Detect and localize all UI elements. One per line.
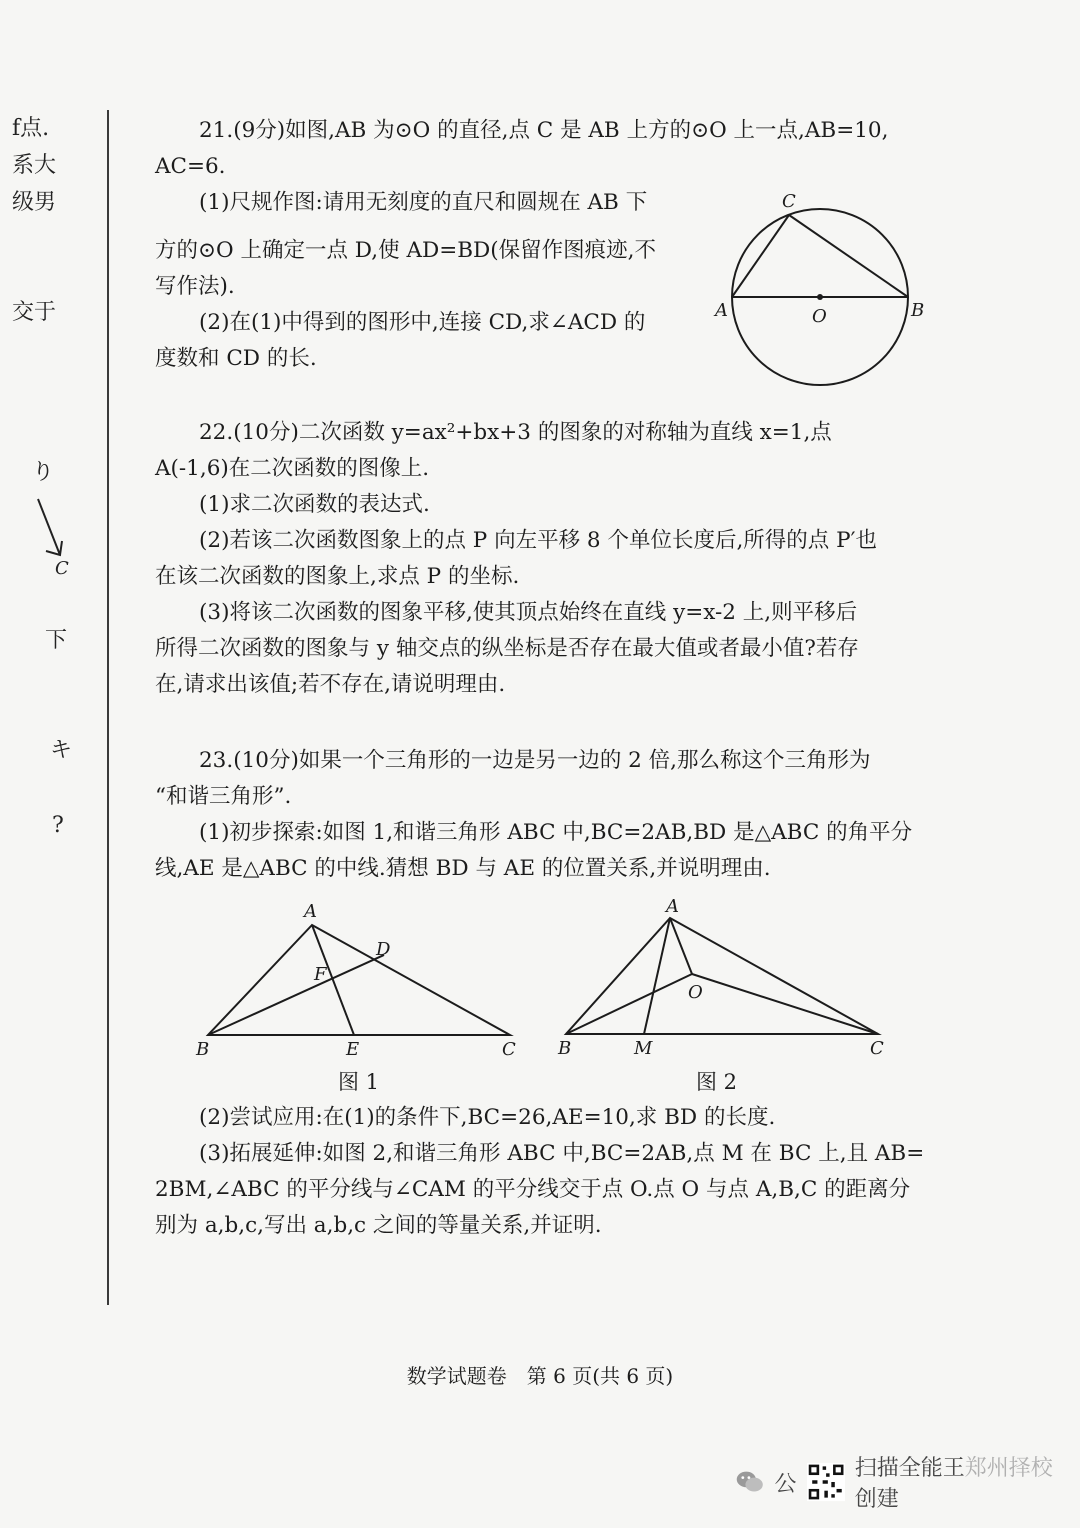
margin-fragment: C xyxy=(55,558,69,579)
q22-line: (2)若该二次函数图象上的点 P 向左平移 8 个单位长度后,所得的点 P′也 xyxy=(199,528,877,553)
margin-fragment: f点. xyxy=(12,116,50,141)
center-point xyxy=(817,294,823,300)
question-22 xyxy=(155,415,930,703)
q21-line: (2)在(1)中得到的图形中,连接 CD,求∠ACD 的 xyxy=(199,310,646,335)
q23-line: “和谐三角形”. xyxy=(155,784,292,809)
segment-bd xyxy=(208,955,384,1035)
page-footer: 数学试题卷 第 6 页(共 6 页) xyxy=(406,1364,674,1388)
q22-line: A(-1,6)在二次函数的图像上. xyxy=(155,456,430,481)
margin-fragment: 系大 xyxy=(12,153,57,178)
q21-line: 方的⊙O 上确定一点 D,使 AD=BD(保留作图痕迹,不 xyxy=(155,238,656,263)
segment-cb xyxy=(789,215,908,297)
watermark-suffix: 创建 xyxy=(854,1487,899,1512)
q23-figure-1 xyxy=(190,895,530,1069)
q23-line: 2BM,∠ABC 的平分线与∠CAM 的平分线交于点 O.点 O 与点 A,B,C 的距离分 xyxy=(155,1177,911,1202)
label-a: A xyxy=(666,896,679,917)
label-b: B xyxy=(196,1039,210,1060)
watermark xyxy=(735,1456,1065,1512)
binding-margin-line xyxy=(107,110,109,1305)
label-m: M xyxy=(634,1038,653,1059)
label-f: F xyxy=(314,964,327,985)
q22-line: 所得二次函数的图象与 y 轴交点的纵坐标是否存在最大值或者最小值?若存 xyxy=(155,636,859,661)
q23-line: 别为 a,b,c,写出 a,b,c 之间的等量关系,并证明. xyxy=(155,1213,602,1238)
margin-fragment: 级男 xyxy=(12,190,57,215)
q23-line: (3)拓展延伸:如图 2,和谐三角形 ABC 中,BC=2AB,点 M 在 BC 上,且 AB= xyxy=(199,1141,925,1166)
q23-line: 线,AE 是△ABC 的中线.猜想 BD 与 AE 的位置关系,并说明理由. xyxy=(155,856,771,881)
label-a: A xyxy=(715,300,728,321)
figure-1-caption: 图 1 xyxy=(338,1070,380,1094)
segment-bo xyxy=(566,974,692,1034)
q23-line: (2)尝试应用:在(1)的条件下,BC=26,AE=10,求 BD 的长度. xyxy=(199,1105,776,1130)
segment-ao xyxy=(670,918,692,974)
q23-figure-2 xyxy=(550,890,900,1069)
question-23 xyxy=(155,743,930,887)
q22-line: (3)将该二次函数的图象平移,使其顶点始终在直线 y=x-2 上,则平移后 xyxy=(199,600,858,625)
segment-am xyxy=(644,918,670,1034)
watermark-app-name: 扫描全能王 xyxy=(854,1456,965,1481)
qr-code-icon xyxy=(807,1460,845,1504)
triangle-abc xyxy=(208,925,510,1035)
triangle-abc-2 xyxy=(566,918,878,1034)
segment-ac xyxy=(732,215,789,297)
label-c: C xyxy=(502,1039,516,1060)
q21-line: (1)尺规作图:请用无刻度的直尺和圆规在 AB 下 xyxy=(199,190,648,215)
margin-fragment: り xyxy=(32,460,55,485)
q21-line: 度数和 CD 的长. xyxy=(155,346,317,371)
margin-fragment: キ xyxy=(50,738,73,763)
question-21-parts xyxy=(155,185,695,377)
q22-line: (1)求二次函数的表达式. xyxy=(199,492,430,517)
margin-fragment: 下 xyxy=(45,628,68,653)
q23-line: 23.(10分)如果一个三角形的一边是另一边的 2 倍,那么称这个三角形为 xyxy=(199,748,871,773)
figure-2-caption: 图 2 xyxy=(696,1070,738,1094)
wechat-logo-icon xyxy=(735,1465,765,1499)
q23-line: (1)初步探索:如图 1,和谐三角形 ABC 中,BC=2AB,BD 是△ABC 的角平分 xyxy=(199,820,913,845)
label-c: C xyxy=(870,1038,884,1059)
margin-arrow-icon xyxy=(30,495,70,565)
question-23-continued xyxy=(155,1100,930,1244)
label-c: C xyxy=(782,191,796,212)
watermark-text xyxy=(855,1451,1065,1513)
q22-line: 22.(10分)二次函数 y=ax²+bx+3 的图象的对称轴为直线 x=1,点 xyxy=(199,420,832,445)
q21-line: 21.(9分)如图,AB 为⊙O 的直径,点 C 是 AB 上方的⊙O 上一点,AB=10, xyxy=(199,118,889,143)
q21-line: AC=6. xyxy=(155,154,226,179)
watermark-prefix: 公 xyxy=(774,1471,797,1497)
q21-line: 写作法). xyxy=(155,274,235,299)
label-o: O xyxy=(688,982,703,1003)
label-b: B xyxy=(911,300,925,321)
question-21 xyxy=(155,113,930,185)
watermark-faded: 郑州择校 xyxy=(964,1456,1053,1481)
q21-circle-figure xyxy=(705,185,935,404)
q22-line: 在该二次函数的图象上,求点 P 的坐标. xyxy=(155,564,520,589)
margin-fragment: ? xyxy=(52,813,64,838)
q22-line: 在,请求出该值;若不存在,请说明理由. xyxy=(155,672,506,697)
label-a: A xyxy=(304,901,317,922)
label-o: O xyxy=(812,306,827,327)
label-b: B xyxy=(558,1038,572,1059)
margin-fragment: 交于 xyxy=(12,300,57,325)
label-e: E xyxy=(346,1039,360,1060)
label-d: D xyxy=(376,939,391,960)
